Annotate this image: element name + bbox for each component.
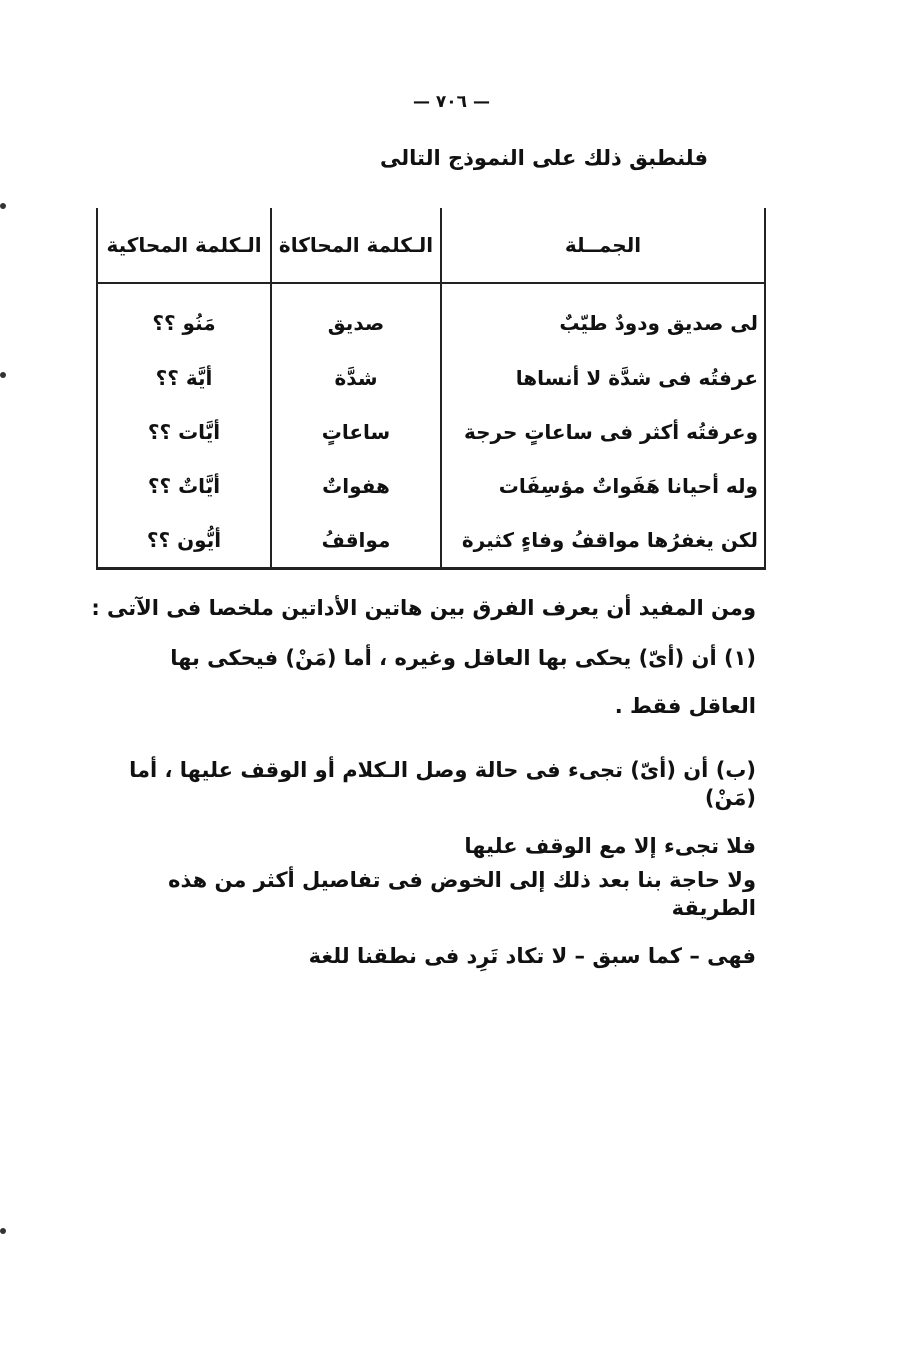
paragraph-b-line-1: (ب) أن (أىّ) تجىء فى حالة وصل الـكلام أو الوقف عليها ، أما (مَنْ) [129, 758, 756, 810]
table-row [97, 459, 765, 513]
example-table [98, 208, 766, 570]
cell-reply: مَنُو ؟؟ [97, 283, 271, 351]
cell-sentence: لى صديق ودودٌ طيّبٌ [441, 283, 765, 351]
cell-word: هفواتٌ [271, 459, 441, 513]
cell-word: شدَّة [271, 351, 441, 405]
page-number: — ٧٠٦ — [413, 92, 490, 112]
cell-sentence: وعرفتُه أكثر فى ساعاتٍ حرجة [441, 405, 765, 459]
table-row [97, 351, 765, 405]
cell-reply: أيَّاتٌ ؟؟ [97, 459, 271, 513]
paragraph-b-line-2: فلا تجىء إلا مع الوقف عليها [464, 834, 756, 858]
cell-reply: أيَّة ؟؟ [97, 351, 271, 405]
table-row [97, 405, 765, 459]
paragraph-intro [91, 594, 756, 622]
intro-line: فلنطبق ذلك على النموذج التالى [380, 146, 708, 170]
grid [96, 208, 766, 570]
paragraph-a-line-1: (١) أن (أىّ) يحكى بها العاقل وغيره ، أما (مَنْ) فيحكى بها [170, 646, 756, 670]
cell-sentence: عرفتُه فى شدَّة لا أنساها [441, 351, 765, 405]
cell-reply: أيُّون ؟؟ [97, 513, 271, 569]
table-row [97, 283, 765, 351]
cell-word: مواقفُ [271, 513, 441, 569]
cell-sentence: لكن يغفرُها مواقفُ وفاءٍ كثيرة [441, 513, 765, 569]
paragraph-intro-text: ومن المفيد أن يعرف الفرق بين هاتين الأداتين ملخصا فى الآتى : [91, 596, 756, 620]
header-reply: الـكلمة المحاكية [97, 208, 271, 283]
cell-word: صديق [271, 283, 441, 351]
header-word: الـكلمة المحاكاة [271, 208, 441, 283]
paragraph-b [106, 756, 756, 860]
table-row [97, 513, 765, 569]
header-sentence: الجمــلة [441, 208, 765, 283]
paragraph-c [106, 866, 756, 970]
paragraph-c-line-2: فهى – كما سبق – لا تكاد تَرِد فى نطقنا للغة [308, 944, 756, 968]
scan-speck [0, 372, 6, 378]
paragraph-a-line-2: العاقل فقط . [614, 694, 756, 718]
table-header-row [97, 208, 765, 283]
paragraph-c-line-1: ولا حاجة بنا بعد ذلك إلى الخوض فى تفاصيل أكثر من هذه الطريقة [168, 868, 756, 920]
scan-speck [0, 1228, 6, 1234]
scan-speck [0, 203, 6, 209]
cell-word: ساعاتٍ [271, 405, 441, 459]
cell-sentence: وله أحيانا هَفَواتٌ مؤسِفَات [441, 459, 765, 513]
paragraph-a [106, 644, 756, 720]
cell-reply: أيَّات ؟؟ [97, 405, 271, 459]
